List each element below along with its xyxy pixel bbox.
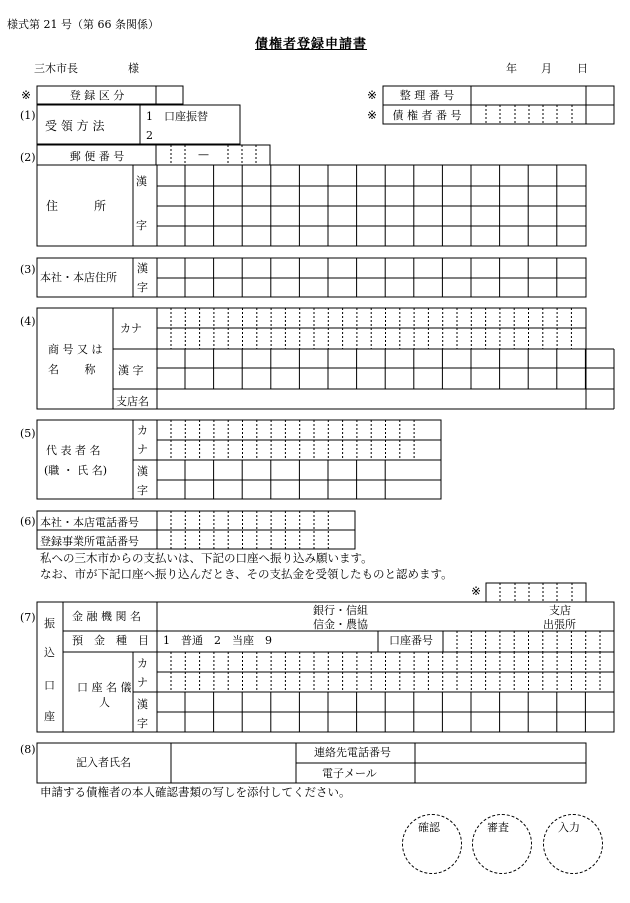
account-holder-kana-field[interactable] [157, 652, 586, 690]
input-stamp-label: 入力 [558, 821, 580, 834]
branch-name-field[interactable] [157, 389, 614, 409]
head-office-address-field[interactable] [157, 258, 586, 297]
account-kana-label-2: ナ [137, 676, 148, 689]
registration-type-label: 登 録 区 分 [69, 89, 125, 102]
bank-type-bank-union: 銀行・信組 [313, 604, 368, 617]
account-holder-label-2: 人 [99, 696, 110, 709]
email-label: 電子メール [322, 767, 377, 780]
head-office-phone-field[interactable] [157, 512, 355, 530]
address-label: 住 所 [46, 199, 107, 213]
confirm-stamp-label: 確認 [418, 821, 440, 834]
section-number-8: (8) [20, 743, 36, 756]
contact-phone-field[interactable] [415, 744, 586, 762]
office-use-mark: ※ [21, 88, 32, 102]
representative-kanji-label-2: 字 [137, 484, 148, 497]
reference-number-label: 整 理 番 号 [399, 89, 455, 102]
page-title: 債権者登録申請書 [255, 37, 368, 52]
footer-note: 申請する債権者の本人確認書類の写しを添付してください。 [40, 785, 351, 799]
bank-type-credit-agri: 信金・農協 [313, 618, 368, 631]
section-number-3: (3) [20, 263, 36, 276]
date-day-label: 日 [577, 62, 588, 75]
account-number-label: 口座番号 [389, 634, 433, 647]
address-kanji-label-2: 字 [136, 219, 147, 232]
representative-kana-label-2: ナ [137, 443, 148, 456]
office-use-mark: ※ [367, 88, 378, 102]
representative-kanji-label-1: 漢 [137, 465, 148, 478]
bank-side-label-2: 込 [44, 646, 55, 659]
representative-label-2: (職 ・ 氏 名) [44, 464, 108, 477]
bank-side-label-4: 座 [44, 710, 55, 723]
trade-name-kanji-field[interactable] [157, 349, 614, 387]
address-field[interactable] [157, 166, 586, 246]
receipt-option-1-label: 口座振替 [164, 110, 208, 123]
bank-name-field[interactable] [157, 603, 304, 630]
trade-name-label-1: 商 号 又 は [48, 343, 103, 356]
receipt-method-field[interactable] [140, 106, 240, 144]
creditor-number-field[interactable] [471, 106, 586, 124]
head-office-kanji-label-1: 漢 [137, 262, 148, 275]
addressee: 三木市長 [34, 62, 78, 75]
registration-type-field[interactable] [157, 86, 183, 104]
branch-name-label: 支店名 [116, 395, 149, 408]
account-number-field[interactable] [443, 631, 586, 650]
bank-side-label-3: 口 [44, 679, 55, 692]
receipt-option-2-number: 2 [146, 129, 153, 142]
section-number-4: (4) [20, 315, 36, 328]
trade-name-kanji-label: 漢 字 [118, 364, 144, 377]
section-number-7: (7) [20, 611, 36, 624]
date-month-label: 月 [541, 62, 552, 75]
notice-line-2: なお、市が下記口座へ振り込んだとき、その支払金を受領したものと認めます。 [40, 567, 453, 581]
account-kanji-label-2: 字 [137, 717, 148, 730]
head-office-address-label: 本社・本店住所 [40, 271, 117, 284]
addressee-honorific: 様 [128, 62, 139, 75]
section-number-6: (6) [20, 515, 36, 528]
account-kana-label-1: カ [137, 657, 148, 670]
bank-side-label-1: 振 [44, 617, 55, 630]
notice-line-1: 私への三木市からの支払いは、下記の口座へ振り込み願います。 [40, 551, 373, 565]
bank-branch-label: 支店 [549, 604, 571, 617]
section-number-2: (2) [20, 151, 36, 164]
trade-name-kana-field[interactable] [157, 309, 586, 347]
entrant-name-field[interactable] [171, 744, 295, 782]
section-number-1: (1) [20, 109, 36, 122]
representative-kana-field[interactable] [157, 420, 441, 458]
deposit-type-options[interactable]: 1 普通 2 当座 9 [163, 634, 272, 647]
bank-branch-field[interactable] [378, 603, 538, 630]
postal-code-label: 郵 便 番 号 [69, 150, 125, 163]
deposit-type-label: 預 金 種 目 [72, 634, 149, 647]
office-use-field[interactable] [486, 583, 586, 601]
email-field[interactable] [415, 764, 586, 782]
creditor-number-label: 債 権 者 番 号 [392, 109, 462, 122]
account-holder-kanji-field[interactable] [157, 692, 586, 730]
trade-name-kana-label: カナ [120, 322, 142, 335]
address-kanji-label-1: 漢 [136, 175, 147, 188]
reference-number-field[interactable] [471, 86, 586, 104]
representative-kana-label-1: カ [137, 424, 148, 437]
office-use-mark: ※ [471, 584, 482, 598]
postal-code-separator: — [198, 148, 209, 161]
business-office-phone-field[interactable] [157, 531, 355, 549]
head-office-phone-label: 本社・本店電話番号 [40, 516, 139, 529]
receipt-option-1-number: 1 [146, 110, 153, 123]
entrant-name-label: 記入者氏名 [76, 756, 131, 769]
office-use-mark: ※ [367, 108, 378, 122]
form-number: 様式第 21 号（第 66 条関係） [7, 18, 159, 31]
account-kanji-label-1: 漢 [137, 698, 148, 711]
section-number-5: (5) [20, 427, 36, 440]
contact-phone-label: 連絡先電話番号 [314, 746, 391, 759]
representative-kanji-field[interactable] [157, 460, 441, 498]
postal-code-field[interactable] [157, 146, 270, 165]
representative-label-1: 代 表 者 名 [46, 444, 101, 457]
business-office-phone-label: 登録事業所電話番号 [40, 535, 139, 548]
review-stamp-label: 審査 [487, 821, 509, 834]
trade-name-label-2: 名 称 [48, 363, 96, 376]
receipt-method-label: 受 領 方 法 [45, 119, 105, 133]
bank-office-label: 出張所 [543, 618, 576, 631]
account-holder-label-1: 口 座 名 儀 [77, 681, 132, 694]
date-year-label: 年 [506, 62, 517, 75]
bank-institution-label: 金 融 機 関 名 [72, 610, 141, 623]
head-office-kanji-label-2: 字 [137, 281, 148, 294]
